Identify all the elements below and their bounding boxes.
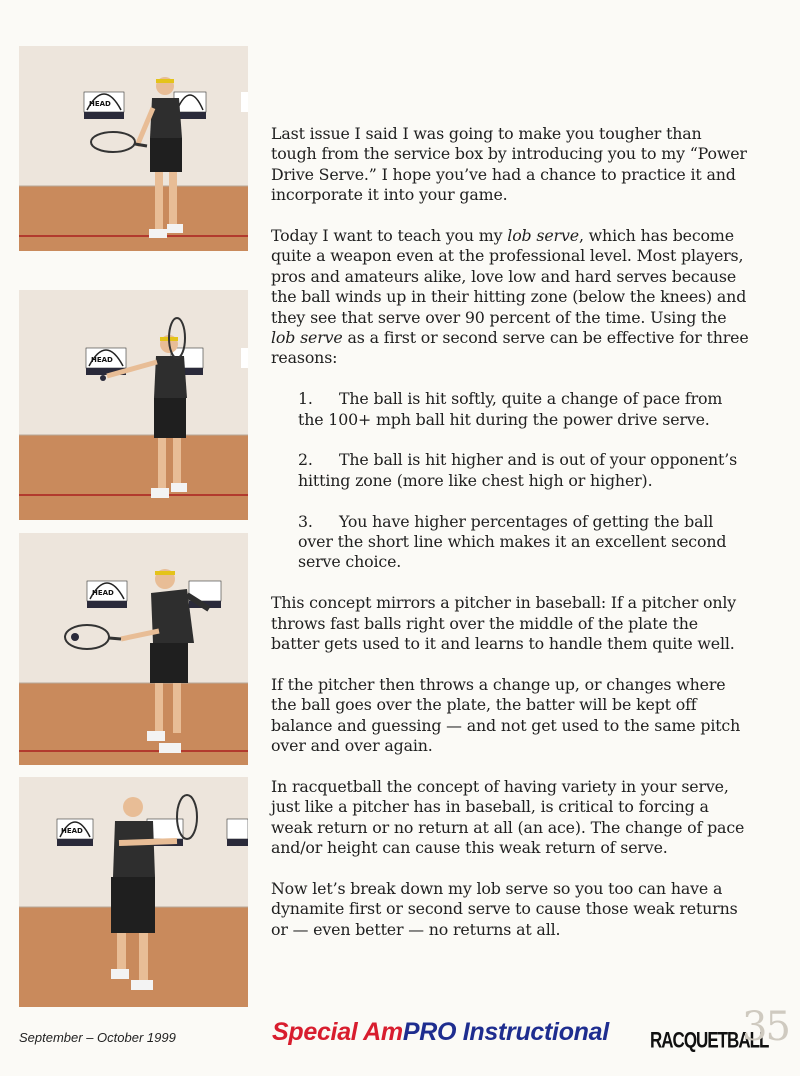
head-sign-text: HEAD <box>91 356 113 364</box>
reasons-list <box>271 389 751 573</box>
head-sign-text: HEAD <box>92 589 114 597</box>
issue-date: September – October 1999 <box>19 1030 176 1045</box>
reason-text: You have higher percentages of getting the ball over the short line which makes it an excellent second serve choice. <box>298 511 727 572</box>
emphasis-lob-serve: lob serve <box>507 226 579 246</box>
photo-player-ball-toss <box>19 290 248 520</box>
emphasis-lob-serve: lob serve <box>271 328 343 348</box>
photo-player-ready-stance <box>19 46 248 251</box>
article-body <box>271 124 751 961</box>
section-banner <box>272 1018 609 1047</box>
article-paragraph-conclusion: Now let’s break down my lob serve so you too can have a dynamite first or second serve to cause those weak returns or — even better — no returns at all. <box>271 878 738 939</box>
banner-pro: PRO <box>402 1018 457 1046</box>
reason-item <box>271 450 751 491</box>
photo-player-backswing <box>19 533 248 765</box>
text-segment: Today I want to teach you my <box>271 226 508 246</box>
banner-am: Am <box>363 1018 403 1046</box>
article-paragraph-pitcher: This concept mirrors a pitcher in baseball: If a pitcher only throws fast balls right over the middle of the plate the batter gets used to it and learns to handle them quite well. <box>271 593 737 654</box>
text-segment: as a first or second serve can be effective for three reasons: <box>271 328 749 368</box>
article-paragraph-lob-serve <box>271 226 751 369</box>
banner-special: Special <box>272 1018 364 1046</box>
head-sign-text: HEAD <box>89 100 111 108</box>
reason-number: 3. <box>298 511 313 531</box>
reason-text: The ball is hit softly, quite a change of pace from the 100+ mph ball hit during the power drive serve. <box>298 389 723 429</box>
article-paragraph-intro: Last issue I said I was going to make you tougher than tough from the service box by introducing you to my “Power Drive Serve.” I hope you’ve had a chance to practice it and incorporate it into your game. <box>271 124 747 205</box>
banner-instructional: Instructional <box>456 1018 609 1046</box>
reason-item <box>271 512 751 573</box>
article-paragraph-change-up: If the pitcher then throws a change up, or changes where the ball goes over the plate, the batter will be kept off balance and guessing — and not get used to the same pitch over and over again. <box>271 674 741 756</box>
text-segment: , which has become quite a weapon even at the professional level. Most players, pros and amateurs alike, love low and hard serves because the ball winds up in their hitting zone (below the knees) and they see that serve over 90 percent of the time. Using the <box>271 226 747 327</box>
magazine-brand: RACQUETBALL <box>650 1028 769 1053</box>
article-paragraph-variety: In racquetball the concept of having variety in your serve, just like a pitcher has in baseball, is critical to forcing a weak return or no return at all (an ace). The change of pace and/or height can cause this weak return of serve. <box>271 776 745 858</box>
reason-item <box>271 389 751 430</box>
reason-text: The ball is hit higher and is out of your opponent’s hitting zone (more like chest high or higher). <box>298 450 738 490</box>
reason-number: 2. <box>298 450 313 470</box>
page-number: 35 <box>742 1004 789 1050</box>
head-sign-text: HEAD <box>61 827 83 835</box>
reason-number: 1. <box>298 389 313 409</box>
photo-player-follow-through <box>19 777 248 1007</box>
